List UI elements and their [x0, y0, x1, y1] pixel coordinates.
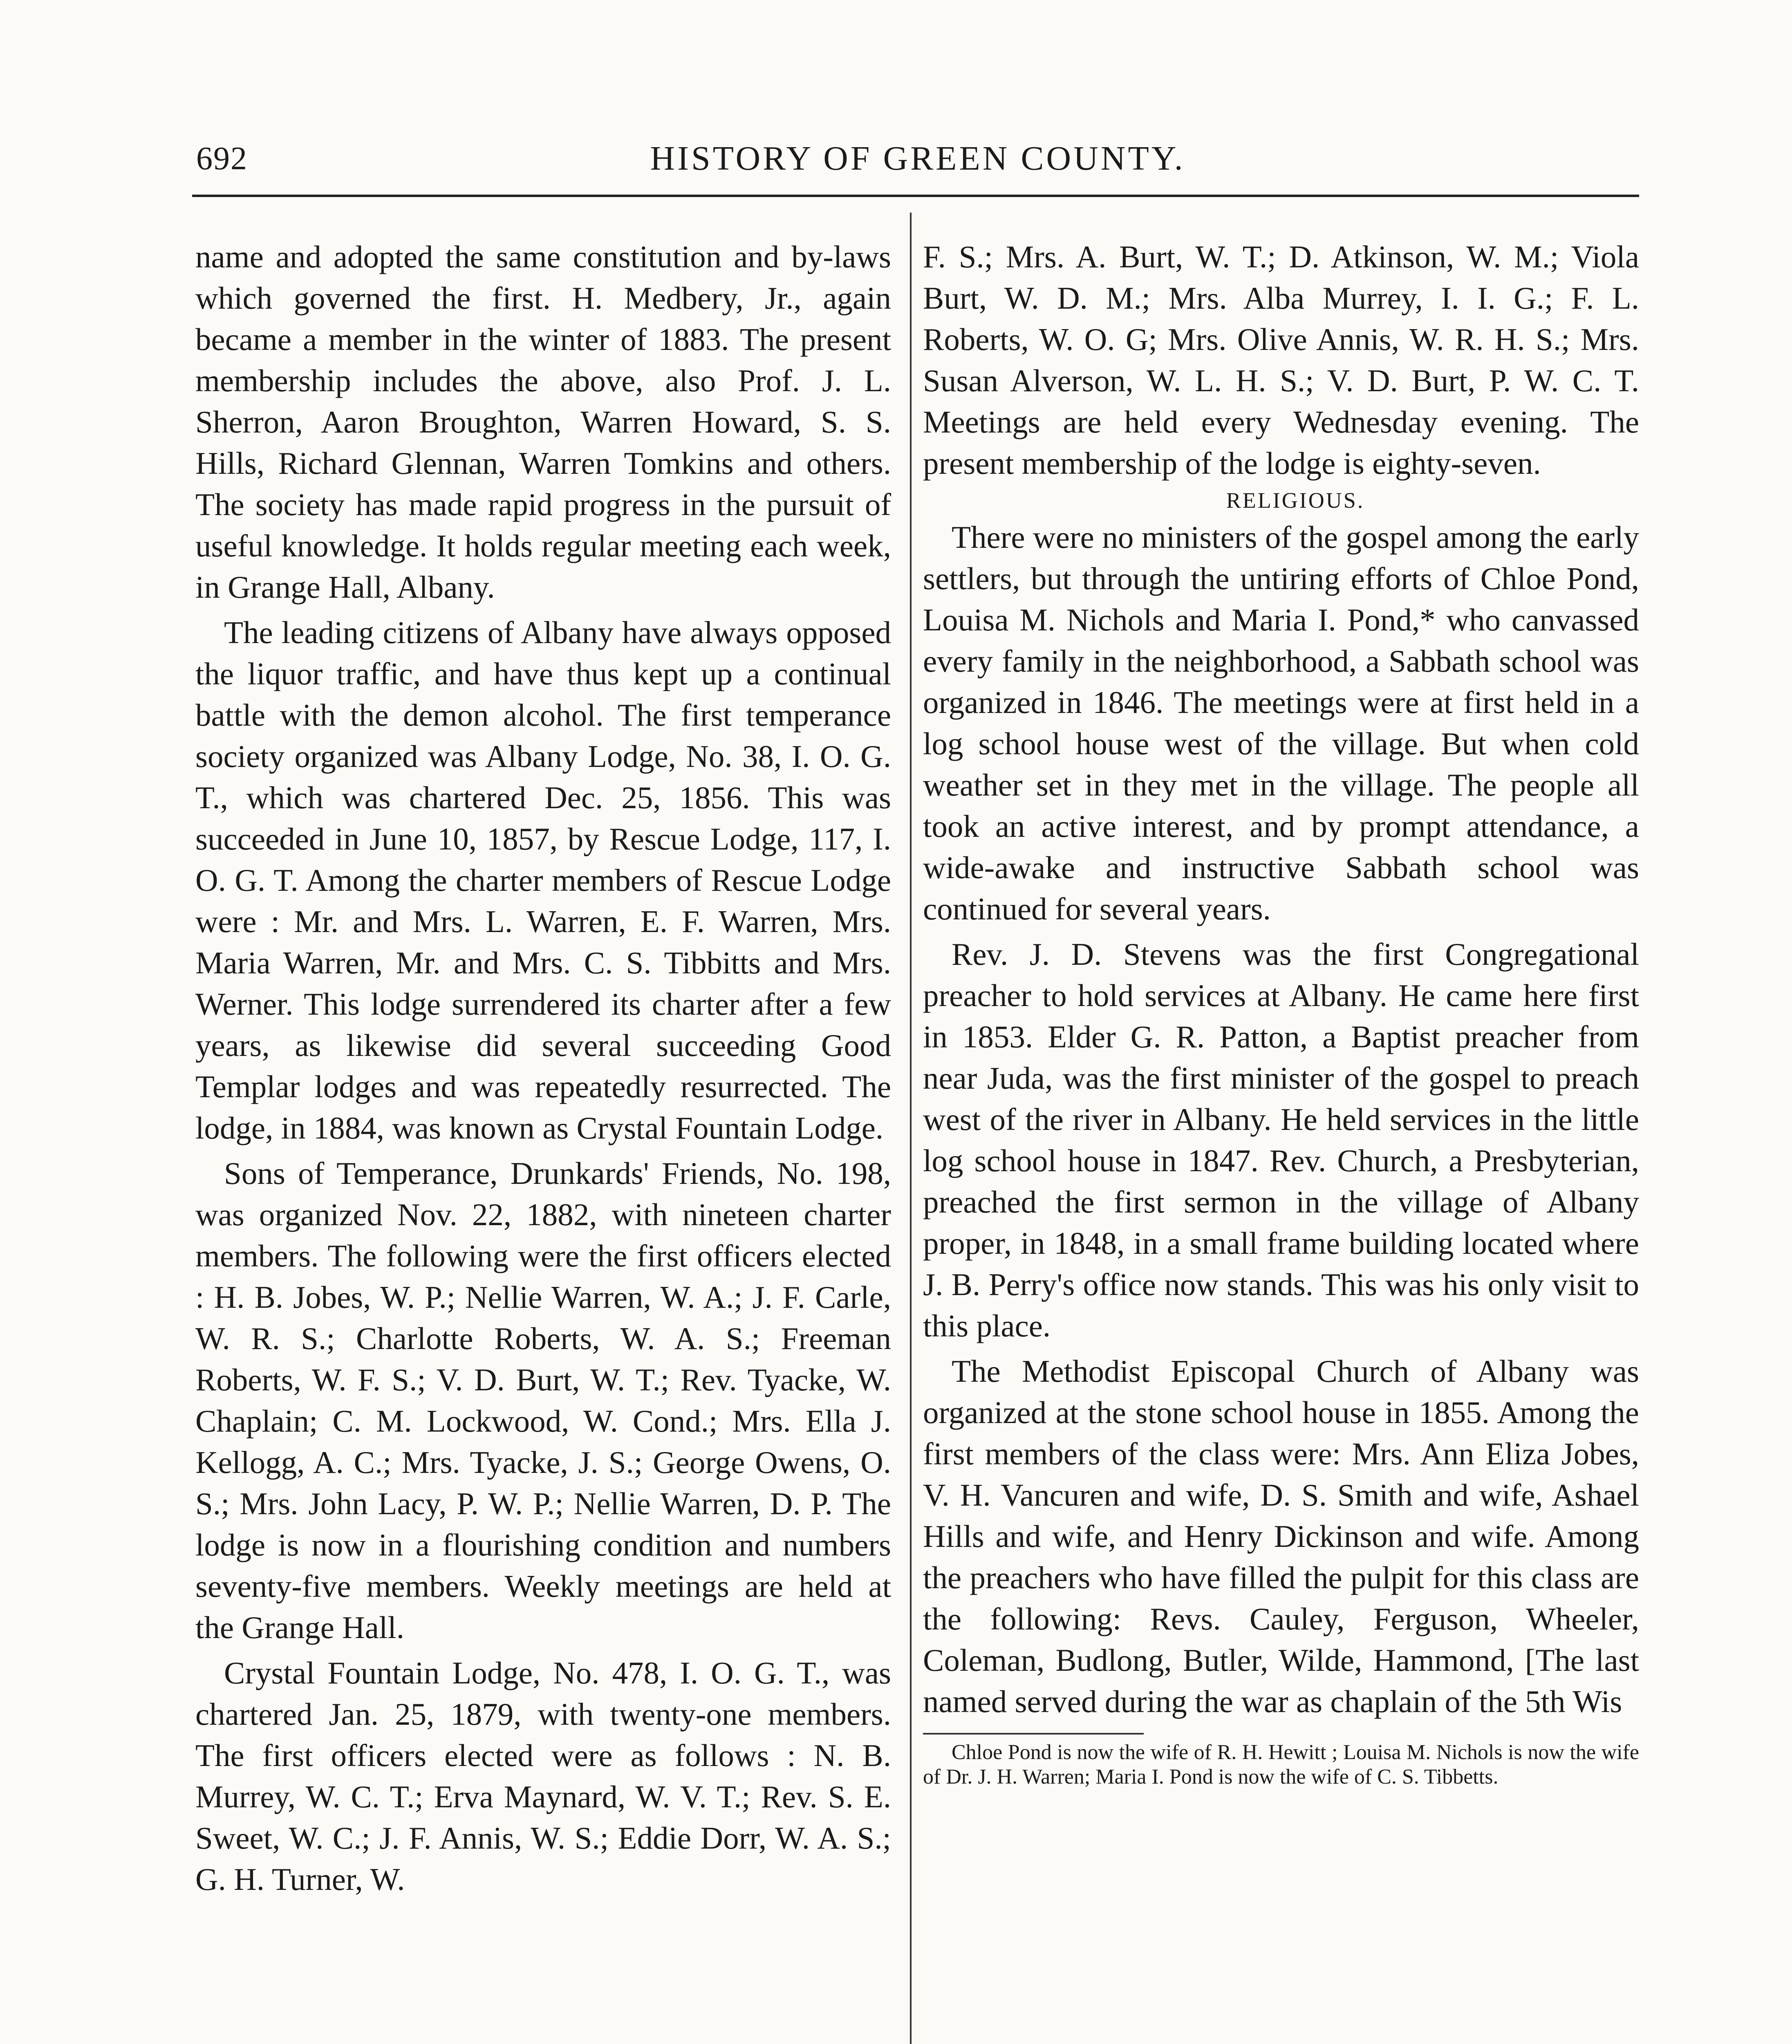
paragraph-right-1: F. S.; Mrs. A. Burt, W. T.; D. Atkinson, W. M.; Viola Burt, W. D. M.; Mrs. Alba Murrey, I. I. G.; F. L. Roberts, W. O. G; Mrs. Olive Annis, W. R. H. S.; Mrs. Susan Alverson, W. L. H. S.; V. D. Burt, P. W. C. T. Meetings are held every Wednesday evening. The present membership of the lodge is eighty-seven.	[923, 239, 1639, 481]
paragraph-right-4: The Methodist Episcopal Church of Albany was organized at the stone school house in 1855. Among the first members of the class were: Mrs. Ann Eliza Jobes, V. H. Vancuren and wife, D. S. Smith and wife, Ashael Hills and wife, and Henry Dickinson and wife. Among the preachers who have filled the pulpit for this class are the following: Revs. Cauley, Ferguson, Wheeler, Coleman, Budlong, Butler, Wilde, Hammond, [The last named served during the war as chaplain of the 5th Wis	[923, 1354, 1639, 1719]
page-number: 692	[196, 141, 248, 177]
running-title: HISTORY OF GREEN COUNTY.	[650, 139, 1185, 177]
footnote: Chloe Pond is now the wife of R. H. Hewitt ; Louisa M. Nichols is now the wife of Dr. J. H. Warren; Maria I. Pond is now the wife of C. S. Tibbetts.	[923, 1741, 1639, 1788]
left-column	[195, 236, 891, 1900]
paragraph-left-1: name and adopted the same constitution and by-laws which governed the first. H. Medbery, Jr., again became a member in the winter of 1883. The present membership includes the above, also Prof. J. L. Sherron, Aaron Broughton, Warren Howard, S. S. Hills, Richard Glennan, Warren Tomkins and others. The society has made rapid progress in the pursuit of useful knowledge. It holds regular meeting each week, in Grange Hall, Albany.	[195, 239, 891, 605]
section-heading-religious: RELIGIOUS.	[1226, 488, 1365, 513]
paragraph-right-3: Rev. J. D. Stevens was the first Congregational preacher to hold services at Albany. He came here first in 1853. Elder G. R. Patton, a Baptist preacher from near Juda, was the first minister of the gospel to preach west of the river in Albany. He held services in the little log school house in 1847. Rev. Church, a Presbyterian, preached the first sermon in the village of Albany proper, in 1848, in a small frame building located where J. B. Perry's office now stands. This was his only visit to this place.	[923, 937, 1639, 1343]
paragraph-left-3: Sons of Temperance, Drunkards' Friends, No. 198, was organized Nov. 22, 1882, with nineteen charter members. The following were the first officers elected : H. B. Jobes, W. P.; Nellie Warren, W. A.; J. F. Carle, W. R. S.; Charlotte Roberts, W. A. S.; Freeman Roberts, W. F. S.; V. D. Burt, W. T.; Rev. Tyacke, W. Chaplain; C. M. Lockwood, W. Cond.; Mrs. Ella J. Kellogg, A. C.; Mrs. Tyacke, J. S.; George Owens, O. S.; Mrs. John Lacy, P. W. P.; Nellie Warren, D. P. The lodge is now in a flourishing condition and numbers seventy-five members. Weekly meetings are held at the Grange Hall.	[195, 1156, 891, 1645]
right-column	[923, 236, 1639, 1789]
column-divider	[910, 213, 912, 2044]
paragraph-right-2: There were no ministers of the gospel among the early settlers, but through the untiring efforts of Chloe Pond, Louisa M. Nichols and Maria I. Pond,* who canvassed every family in the neighborhood, a Sabbath school was organized in 1846. The meetings were at first held in a log school house west of the village. But when cold weather set in they met in the village. The people all took an active interest, and by prompt attendance, a wide-awake and instructive Sabbath school was continued for several years.	[923, 520, 1639, 926]
page-header	[196, 134, 1639, 179]
header-rule	[192, 195, 1639, 197]
paragraph-left-2: The leading citizens of Albany have always opposed the liquor traffic, and have thus kept up a continual battle with the demon alcohol. The first temperance society organized was Albany Lodge, No. 38, I. O. G. T., which was chartered Dec. 25, 1856. This was succeeded in June 10, 1857, by Rescue Lodge, 117, I. O. G. T. Among the charter members of Rescue Lodge were : Mr. and Mrs. L. Warren, E. F. Warren, Mrs. Maria Warren, Mr. and Mrs. C. S. Tibbitts and Mrs. Werner. This lodge surrendered its charter after a few years, as likewise did several succeeding Good Templar lodges and was repeatedly resurrected. The lodge, in 1884, was known as Crystal Fountain Lodge.	[195, 615, 891, 1145]
footnote-rule	[923, 1733, 1144, 1735]
paragraph-left-4: Crystal Fountain Lodge, No. 478, I. O. G. T., was chartered Jan. 25, 1879, with twenty-one members. The first officers elected were as follows : N. B. Murrey, W. C. T.; Erva Maynard, W. V. T.; Rev. S. E. Sweet, W. C.; J. F. Annis, W. S.; Eddie Dorr, W. A. S.; G. H. Turner, W.	[195, 1655, 891, 1897]
